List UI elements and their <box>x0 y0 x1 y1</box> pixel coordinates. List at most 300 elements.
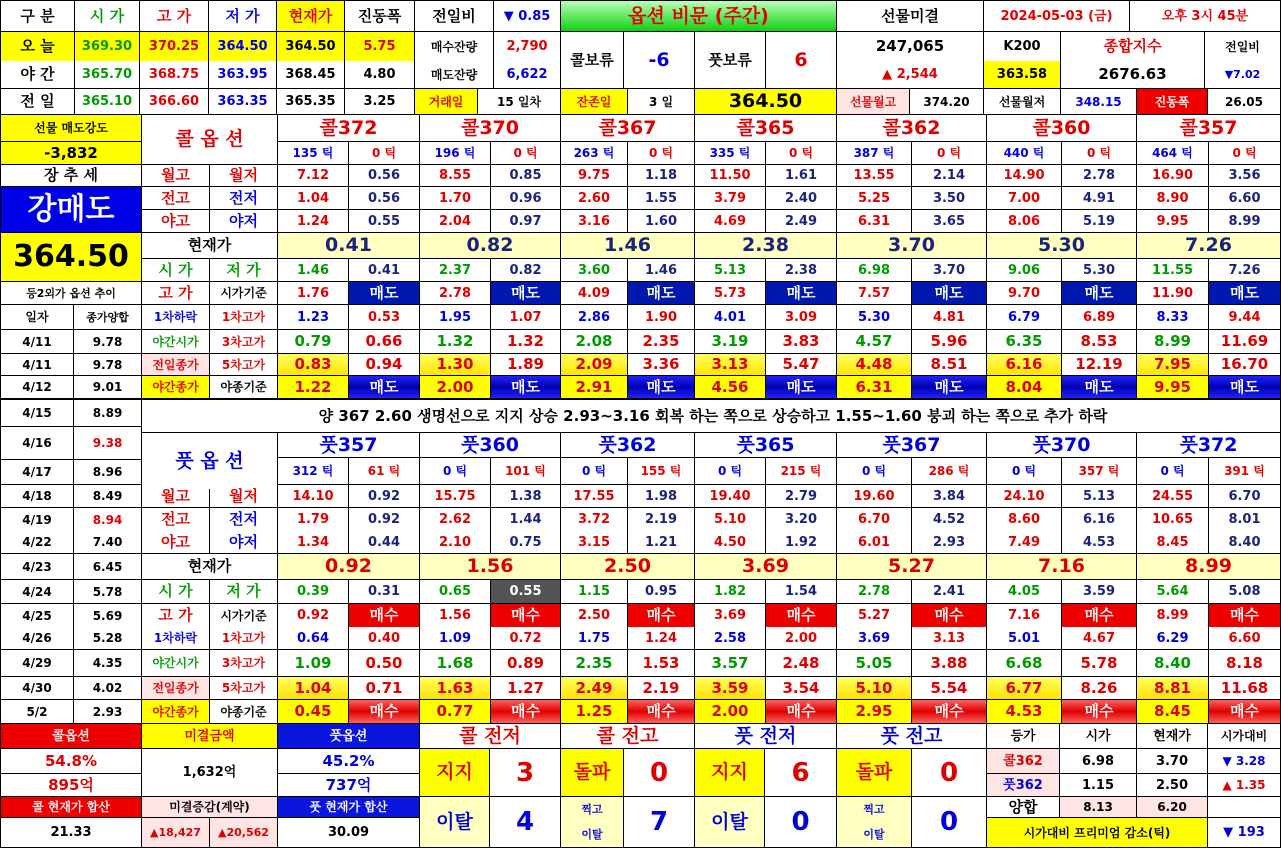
strike-current: 3.70 <box>837 233 986 258</box>
column-header: 고 가 <box>140 1 208 31</box>
summary-call-open: 6.98 <box>1060 749 1136 773</box>
night-close: 2.00 <box>420 376 490 398</box>
month-high: 13.55 <box>837 165 911 186</box>
prev-low: 1.55 <box>628 187 694 209</box>
prev-close: 7.95 <box>1137 354 1208 375</box>
put-sum: 30.09 <box>278 818 419 847</box>
night-open: 5.05 <box>837 650 911 676</box>
month-high: 24.55 <box>1137 485 1208 507</box>
fifth-high: 5.47 <box>766 354 836 375</box>
month-low: 1.38 <box>491 485 560 507</box>
night-close: 8.04 <box>987 376 1061 398</box>
strike-low: 3.70 <box>912 259 986 281</box>
tick-a: 0 틱 <box>837 458 911 484</box>
night-low: 3.65 <box>912 210 986 232</box>
summary-sum-open: 8.13 <box>1060 797 1136 817</box>
month-low: 6.70 <box>1209 485 1280 507</box>
put-breakup-label: 돌파 <box>837 749 911 796</box>
summary-col-grade: 등가 <box>987 724 1059 748</box>
prev-high: 5.10 <box>695 508 765 531</box>
tick-b: 155 틱 <box>628 458 694 484</box>
composite-prev-value: ▼7.02 <box>1205 61 1280 88</box>
strike-name[interactable]: 풋372 <box>1137 433 1280 457</box>
row-label: 시 가 <box>142 259 209 281</box>
night-high: 8.45 <box>1137 531 1208 553</box>
history-date: 4/29 <box>1 650 73 676</box>
strike-open: 4.05 <box>987 580 1061 603</box>
signal-badge: 매도 <box>628 282 694 304</box>
night-low: 8.40 <box>1209 531 1280 553</box>
history-value: 7.40 <box>74 531 141 553</box>
night-base-signal: 매도 <box>628 376 694 398</box>
night-open: 4.57 <box>837 330 911 353</box>
column-header: 구 분 <box>1 1 74 31</box>
call-touch-leave-value: 7 <box>624 797 694 847</box>
strike-high: 7.16 <box>987 604 1061 627</box>
strike-current: 0.82 <box>420 233 560 258</box>
tick-b: 0 틱 <box>766 142 836 164</box>
first-high: 3.09 <box>766 305 836 329</box>
strike-name[interactable]: 콜372 <box>278 115 419 141</box>
history-value: 2.93 <box>74 700 141 723</box>
call-breakup-value: 0 <box>624 749 694 796</box>
third-high: 2.35 <box>628 330 694 353</box>
night-open: 3.57 <box>695 650 765 676</box>
strike-open: 11.55 <box>1137 259 1208 281</box>
strike-name[interactable]: 콜365 <box>695 115 836 141</box>
night-base-signal: 매도 <box>349 376 419 398</box>
strike-current: 0.92 <box>278 554 419 579</box>
month-high: 14.90 <box>987 165 1061 186</box>
signal-badge: 매도 <box>349 282 419 304</box>
history-date: 5/2 <box>1 700 73 723</box>
prev-high: 8.90 <box>1137 187 1208 209</box>
prev-close: 4.48 <box>837 354 911 375</box>
fifth-high: 2.19 <box>628 677 694 699</box>
tick-a: 0 틱 <box>695 458 765 484</box>
sell-remain-value: 6,622 <box>494 61 560 88</box>
row-label: 전일종가 <box>142 354 209 375</box>
row-label: 야고 <box>142 531 209 553</box>
month-high-value: 374.20 <box>910 89 983 114</box>
row-label: 전고 <box>142 508 209 531</box>
month-low: 5.13 <box>1062 485 1136 507</box>
third-high: 2.48 <box>766 650 836 676</box>
prev-high: 3.79 <box>695 187 765 209</box>
prev-close: 6.77 <box>987 677 1061 699</box>
strike-name[interactable]: 풋367 <box>837 433 986 457</box>
row-label: 월저 <box>210 485 277 507</box>
analysis-comment: 양 367 2.60 생명선으로 지지 상승 2.93~3.16 회복 하는 쪽으로 상승하고 1.55~1.60 붕괴 하는 쪽으로 추가 하락 <box>142 400 1280 432</box>
k200-label: K200 <box>984 32 1060 61</box>
row-label: 전저 <box>210 187 277 209</box>
night-base-signal: 매도 <box>491 376 560 398</box>
strike-current: 2.50 <box>561 554 694 579</box>
call-prev-low-title: 콜 전저 <box>420 724 560 748</box>
summary-col-current: 현재가 <box>1137 724 1207 748</box>
strike-current: 1.46 <box>561 233 694 258</box>
sell-strength-label: 선물 매도강도 <box>1 115 141 141</box>
oi-change-label: 미결증감(계약) <box>142 797 277 817</box>
third-high: 0.89 <box>491 650 560 676</box>
prev-high: 10.65 <box>1137 508 1208 531</box>
trend-value: 강매도 <box>1 187 141 232</box>
first-drop: 6.79 <box>987 305 1061 329</box>
prev-high: 1.79 <box>278 508 348 531</box>
call-hold-value: -6 <box>624 32 694 88</box>
month-high: 19.60 <box>837 485 911 507</box>
strike-high: 1.56 <box>420 604 490 627</box>
fifth-high: 0.71 <box>349 677 419 699</box>
composite-label: 종합지수 <box>1061 32 1204 61</box>
history-date: 4/25 <box>1 604 73 627</box>
call-support-value: 3 <box>490 749 560 796</box>
strike-name[interactable]: 풋362 <box>561 433 694 457</box>
row-label: 야간시가 <box>142 330 209 353</box>
month-high: 16.90 <box>1137 165 1208 186</box>
night-high: 4.69 <box>695 210 765 232</box>
month-low: 0.85 <box>491 165 560 186</box>
prev-low: 3.20 <box>766 508 836 531</box>
tick-a: 312 틱 <box>278 458 348 484</box>
month-low: 2.14 <box>912 165 986 186</box>
history-date: 4/15 <box>1 400 73 426</box>
prev-low: 4.91 <box>1062 187 1136 209</box>
prev-low: 0.96 <box>491 187 560 209</box>
strike-name[interactable]: 콜357 <box>1137 115 1280 141</box>
night-high: 9.95 <box>1137 210 1208 232</box>
history-value: 9.78 <box>74 330 141 353</box>
row-label: 월저 <box>210 165 277 186</box>
night-open: 2.08 <box>561 330 627 353</box>
month-high: 8.55 <box>420 165 490 186</box>
night-high: 6.31 <box>837 210 911 232</box>
night-close: 2.91 <box>561 376 627 398</box>
tick-b: 0 틱 <box>491 142 560 164</box>
strike-current: 0.41 <box>278 233 419 258</box>
first-high: 0.53 <box>349 305 419 329</box>
row-label: 저 가 <box>210 259 277 281</box>
row-label: 야저 <box>210 210 277 232</box>
prev-close: 3.13 <box>695 354 765 375</box>
futures-oi-change: ▲ 2,544 <box>837 61 983 88</box>
month-high: 9.75 <box>561 165 627 186</box>
futures-current: 365.35 <box>277 89 344 114</box>
history-value: 5.78 <box>74 580 141 603</box>
strike-low: 1.54 <box>766 580 836 603</box>
tick-a: 335 틱 <box>695 142 765 164</box>
put-hold-value: 6 <box>766 32 836 88</box>
call-breakup-label: 돌파 <box>561 749 623 796</box>
tick-a: 0 틱 <box>987 458 1061 484</box>
prev-high: 6.70 <box>837 508 911 531</box>
signal-badge: 매도 <box>1062 282 1136 304</box>
strike-name[interactable]: 콜362 <box>837 115 986 141</box>
tick-b: 61 틱 <box>349 458 419 484</box>
trade-day-value: 15 일차 <box>478 89 560 114</box>
summary-put-current: 2.50 <box>1137 774 1207 796</box>
put-option-label: 풋옵션 <box>278 724 419 748</box>
futures-low: 363.95 <box>209 61 276 88</box>
prev-high: 3.72 <box>561 508 627 531</box>
strike-current: 7.26 <box>1137 233 1280 258</box>
call-option-label: 콜옵션 <box>1 724 141 748</box>
strike-name[interactable]: 풋370 <box>987 433 1136 457</box>
row-label: 월고 <box>142 165 209 186</box>
month-high: 15.75 <box>420 485 490 507</box>
night-low: 0.75 <box>491 531 560 553</box>
futures-open: 365.70 <box>75 61 139 88</box>
futures-range: 4.80 <box>345 61 414 88</box>
month-low: 1.61 <box>766 165 836 186</box>
call-support-label: 지지 <box>420 749 489 796</box>
prev-low: 8.01 <box>1209 508 1280 531</box>
night-close: 1.25 <box>561 700 627 723</box>
time-label: 오후 3시 45분 <box>1130 1 1280 31</box>
tick-a: 135 틱 <box>278 142 348 164</box>
night-high: 2.04 <box>420 210 490 232</box>
strike-open: 5.13 <box>695 259 765 281</box>
date-label: 2024-05-03 (금) <box>984 1 1129 31</box>
signal-badge: 매도 <box>912 282 986 304</box>
prev-low: 3.50 <box>912 187 986 209</box>
night-open: 3.19 <box>695 330 765 353</box>
signal-badge: 매수 <box>628 604 694 627</box>
history-value: 9.78 <box>74 354 141 375</box>
first-drop: 4.01 <box>695 305 765 329</box>
night-open: 1.32 <box>420 330 490 353</box>
month-low: 1.18 <box>628 165 694 186</box>
call-pct: 54.8% <box>1 749 141 773</box>
signal-badge: 매도 <box>1209 282 1280 304</box>
row-label: 저 가 <box>210 580 277 603</box>
strike-name[interactable]: 콜367 <box>561 115 694 141</box>
night-base-signal: 매수 <box>1062 700 1136 723</box>
oi-change-b: ▲20,562 <box>210 818 277 847</box>
row-label: 야종기준 <box>210 700 277 723</box>
row-label: 1차고가 <box>210 627 277 649</box>
history-date: 4/12 <box>1 376 73 398</box>
futures-row-label: 전 일 <box>1 89 74 114</box>
history-date: 4/22 <box>1 531 73 553</box>
tick-a: 0 틱 <box>420 458 490 484</box>
row-label: 야간종가 <box>142 700 209 723</box>
strike-low: 3.59 <box>1062 580 1136 603</box>
night-base-signal: 매도 <box>1062 376 1136 398</box>
tick-a: 464 틱 <box>1137 142 1208 164</box>
night-open: 1.68 <box>420 650 490 676</box>
night-high: 8.06 <box>987 210 1061 232</box>
strike-name[interactable]: 풋360 <box>420 433 560 457</box>
first-drop: 1.95 <box>420 305 490 329</box>
history-date-header: 일자 <box>1 305 73 329</box>
night-close: 8.45 <box>1137 700 1208 723</box>
first-high: 0.72 <box>491 627 560 649</box>
strike-high: 11.90 <box>1137 282 1208 304</box>
history-value: 8.94 <box>74 508 141 531</box>
first-drop: 3.69 <box>837 627 911 649</box>
tick-b: 101 틱 <box>491 458 560 484</box>
strike-current: 5.30 <box>987 233 1136 258</box>
oi-amount: 1,632억 <box>142 749 277 796</box>
futures-oi-value: 247,065 <box>837 32 983 61</box>
prev-close: 6.16 <box>987 354 1061 375</box>
history-value: 4.02 <box>74 677 141 699</box>
strike-high: 8.99 <box>1137 604 1208 627</box>
tick-b: 286 틱 <box>912 458 986 484</box>
history-date: 4/11 <box>1 354 73 375</box>
strike-open: 2.78 <box>837 580 911 603</box>
put-pct: 45.2% <box>278 749 419 773</box>
month-high: 14.10 <box>278 485 348 507</box>
summary-col-open: 시가 <box>1060 724 1136 748</box>
futures-oi-label: 선물미결 <box>837 1 983 31</box>
third-high: 0.50 <box>349 650 419 676</box>
tick-b: 0 틱 <box>1062 142 1136 164</box>
night-open: 2.35 <box>561 650 627 676</box>
row-label: 야간시가 <box>142 650 209 676</box>
first-high: 3.13 <box>912 627 986 649</box>
strike-high: 7.57 <box>837 282 911 304</box>
put-touch-label: 찍고 <box>837 797 911 822</box>
strike-current: 8.99 <box>1137 554 1280 579</box>
summary-put-open: 1.15 <box>1060 774 1136 796</box>
futures-current: 364.50 <box>277 32 344 61</box>
put-leave-label: 이탈 <box>837 822 911 847</box>
month-low: 0.92 <box>349 485 419 507</box>
month-low: 2.79 <box>766 485 836 507</box>
strike-high: 3.69 <box>695 604 765 627</box>
row-label: 5차고가 <box>210 677 277 699</box>
prev-high: 1.04 <box>278 187 348 209</box>
history-value: 8.49 <box>74 485 141 507</box>
call-prev-high-title: 콜 전고 <box>561 724 694 748</box>
premium-value: ▼ 193 <box>1208 818 1280 847</box>
month-low-value: 348.15 <box>1061 89 1136 114</box>
prev-high: 8.60 <box>987 508 1061 531</box>
night-high: 3.15 <box>561 531 627 553</box>
remain-day-label: 잔존일 <box>561 89 627 114</box>
night-low: 8.99 <box>1209 210 1280 232</box>
futures-row-label: 야 간 <box>1 61 74 88</box>
night-open: 0.79 <box>278 330 348 353</box>
row-label: 야저 <box>210 531 277 553</box>
night-base-signal: 매수 <box>766 700 836 723</box>
fifth-high: 8.26 <box>1062 677 1136 699</box>
row-label: 전저 <box>210 508 277 531</box>
night-high: 1.34 <box>278 531 348 553</box>
month-low: 3.56 <box>1209 165 1280 186</box>
strike-name[interactable]: 콜360 <box>987 115 1136 141</box>
night-low: 2.93 <box>912 531 986 553</box>
fifth-high: 3.36 <box>628 354 694 375</box>
signal-badge: 매수 <box>766 604 836 627</box>
row-label: 고 가 <box>142 604 209 627</box>
night-close: 4.56 <box>695 376 765 398</box>
strike-low: 5.08 <box>1209 580 1280 603</box>
strike-high: 5.73 <box>695 282 765 304</box>
row-label: 3차고가 <box>210 330 277 353</box>
night-base-signal: 매도 <box>766 376 836 398</box>
history-date: 4/26 <box>1 627 73 649</box>
composite-value: 2676.63 <box>1061 61 1204 88</box>
put-section-title: 풋 옵 션 <box>142 433 277 489</box>
signal-badge: 매수 <box>349 604 419 627</box>
first-high: 0.40 <box>349 627 419 649</box>
strike-open: 5.64 <box>1137 580 1208 603</box>
trade-day-label: 거래일 <box>415 89 477 114</box>
strike-low: 0.95 <box>628 580 694 603</box>
tick-b: 0 틱 <box>1209 142 1280 164</box>
month-low: 2.78 <box>1062 165 1136 186</box>
first-drop: 8.33 <box>1137 305 1208 329</box>
first-drop: 1.09 <box>420 627 490 649</box>
strike-name[interactable]: 풋357 <box>278 433 419 457</box>
prev-low: 0.92 <box>349 508 419 531</box>
first-drop: 5.01 <box>987 627 1061 649</box>
put-breakdown-label: 이탈 <box>695 797 764 847</box>
call-touch-label: 찍고 <box>561 797 623 822</box>
history-value: 8.89 <box>74 400 141 426</box>
row-label: 3차고가 <box>210 650 277 676</box>
night-base-signal: 매수 <box>628 700 694 723</box>
night-close: 4.53 <box>987 700 1061 723</box>
prev-close: 3.59 <box>695 677 765 699</box>
history-value: 5.28 <box>74 627 141 649</box>
history-value: 4.35 <box>74 650 141 676</box>
month-low-label: 선물월저 <box>984 89 1060 114</box>
signal-badge: 매수 <box>491 604 560 627</box>
tick-b: 215 틱 <box>766 458 836 484</box>
row-label: 야간종가 <box>142 376 209 398</box>
prev-high: 2.62 <box>420 508 490 531</box>
column-header: 저 가 <box>209 1 276 31</box>
history-date: 4/24 <box>1 580 73 603</box>
futures-row-label: 오 늘 <box>1 32 74 61</box>
summary-call-name: 콜362 <box>987 749 1059 773</box>
row-label: 5차고가 <box>210 354 277 375</box>
column-header: 현재가 <box>277 1 344 31</box>
signal-badge: 매도 <box>766 282 836 304</box>
strike-name[interactable]: 콜370 <box>420 115 560 141</box>
history-date: 4/23 <box>1 554 73 579</box>
strike-low: 0.41 <box>349 259 419 281</box>
call-leave-label: 이탈 <box>561 822 623 847</box>
tick-a: 440 틱 <box>987 142 1061 164</box>
first-high: 1.07 <box>491 305 560 329</box>
month-low: 3.84 <box>912 485 986 507</box>
strike-name[interactable]: 풋365 <box>695 433 836 457</box>
strike-high: 2.78 <box>420 282 490 304</box>
first-drop: 6.29 <box>1137 627 1208 649</box>
row-label: 1차하락 <box>142 627 209 649</box>
sell-strength-value: -3,832 <box>1 142 141 164</box>
strike-low: 1.46 <box>628 259 694 281</box>
row-label: 1차하락 <box>142 305 209 329</box>
oi-amount-label: 미결금액 <box>142 724 277 748</box>
strike-low: 5.30 <box>1062 259 1136 281</box>
tick-b: 357 틱 <box>1062 458 1136 484</box>
history-date: 4/11 <box>1 330 73 353</box>
night-base-signal: 매도 <box>1209 376 1280 398</box>
month-high: 11.50 <box>695 165 765 186</box>
prev-high: 5.25 <box>837 187 911 209</box>
futures-current: 368.45 <box>277 61 344 88</box>
month-high: 17.55 <box>561 485 627 507</box>
signal-badge: 매수 <box>1062 604 1136 627</box>
night-close: 2.00 <box>695 700 765 723</box>
tick-a: 387 틱 <box>837 142 911 164</box>
